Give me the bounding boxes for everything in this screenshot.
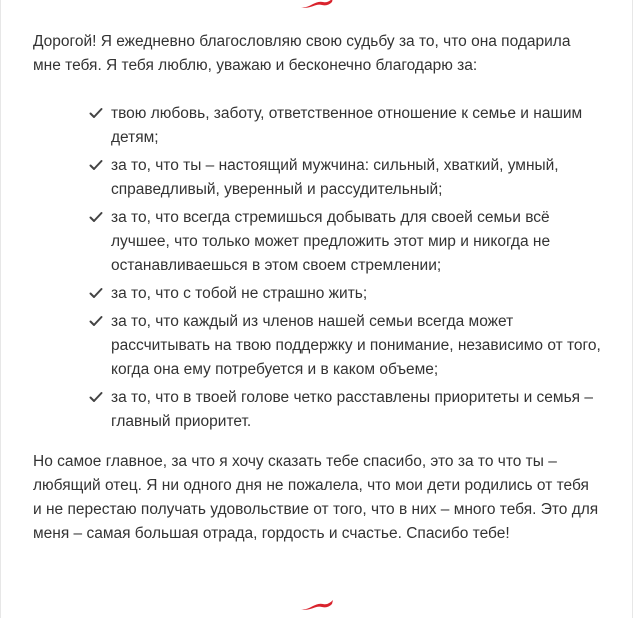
list-item-text: за то, что в твоей голове четко расставлены приоритеты и семья – главный приоритет. xyxy=(111,389,593,430)
list-item-text: за то, что всегда стремишься добывать для своей семьи всё лучшее, что только может предложить этот мир и никогда не останавливаешься в этом своем стремлении; xyxy=(111,209,551,274)
check-icon xyxy=(89,107,103,119)
red-ribbon-icon xyxy=(299,598,335,612)
list-item xyxy=(89,282,601,306)
red-ribbon-icon xyxy=(299,0,335,10)
intro-paragraph: Дорогой! Я ежедневно благословляю свою судьбу за то, что она подарила мне тебя. Я тебя люблю, уважаю и бесконечно благодарю за: xyxy=(33,33,571,74)
list-item-text: твою любовь, заботу, ответственное отношение к семье и нашим детям; xyxy=(111,105,583,146)
check-icon xyxy=(89,315,103,327)
message-body xyxy=(33,30,601,546)
reasons-list xyxy=(33,102,601,434)
list-item xyxy=(89,386,601,434)
list-item-text: за то, что каждый из членов нашей семьи всегда может рассчитывать на твою поддержку и понимание, независимо от того, когда она ему потребуется и в каком объеме; xyxy=(111,313,601,378)
check-icon xyxy=(89,211,103,223)
list-item xyxy=(89,102,601,150)
closing-paragraph: Но самое главное, за что я хочу сказать тебе спасибо, это за то что ты – любящий отец. Я ни одного дня не пожалела, что мои дети родились от тебя и не перестаю получать удовольствие от того, что в них – много тебя. Это для меня – самая большая отрада, гордость и счастье. Спасибо тебе! xyxy=(33,453,599,542)
check-icon xyxy=(89,391,103,403)
list-item-text: за то, что с тобой не страшно жить; xyxy=(111,285,368,302)
list-item xyxy=(89,310,601,382)
list-item xyxy=(89,154,601,202)
check-icon xyxy=(89,159,103,171)
list-item-text: за то, что ты – настоящий мужчина: сильный, хваткий, умный, справедливый, уверенный и рассудительный; xyxy=(111,157,559,198)
check-icon xyxy=(89,287,103,299)
list-item xyxy=(89,206,601,278)
